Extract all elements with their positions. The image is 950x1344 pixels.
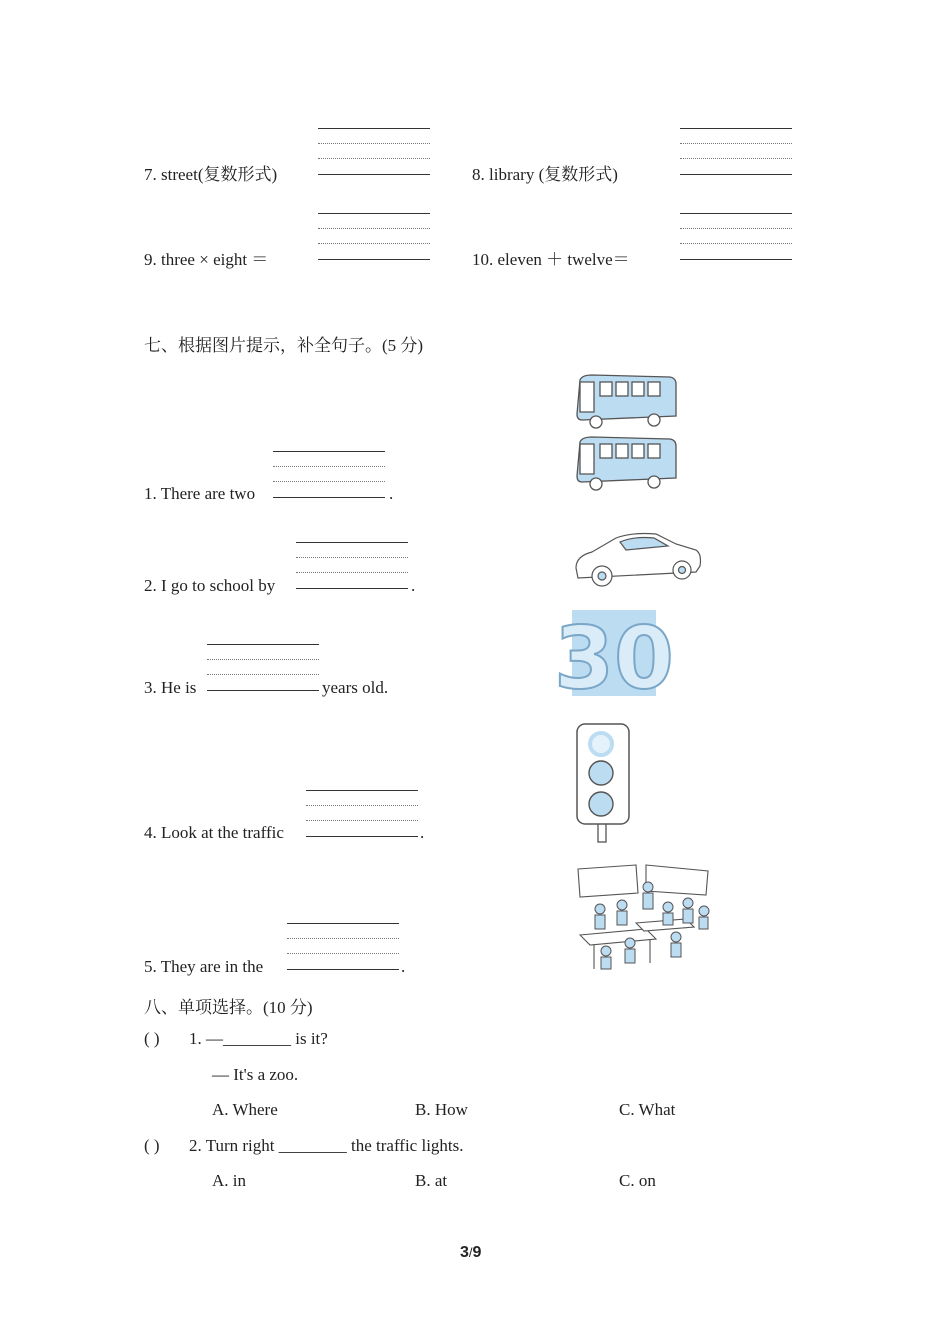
answer-line-q9[interactable]: [318, 213, 430, 261]
q2-bracket[interactable]: ( ): [144, 1136, 160, 1155]
s7-item2-after: .: [411, 576, 416, 595]
section7-heading: 七、根据图片提示，补全句子。(5 分): [144, 336, 424, 355]
q2-option-b[interactable]: B. at: [415, 1171, 448, 1190]
vocab-q8: 8. library (复数形式): [472, 165, 618, 184]
s7-item4-text: 4. Look at the traffic: [144, 823, 284, 842]
answer-line-s7-5[interactable]: [287, 923, 399, 971]
s7-item5-after: .: [401, 957, 406, 976]
vocab-q10: 10. eleven ＋ twelve＝: [472, 250, 630, 269]
page-total: 9: [472, 1244, 482, 1261]
page-current: 3: [460, 1244, 469, 1261]
s7-item5-text: 5. They are in the: [144, 957, 264, 976]
q2-option-a[interactable]: A. in: [212, 1171, 246, 1190]
answer-line-s7-4[interactable]: [306, 790, 418, 838]
q2-stem: 2. Turn right ________ the traffic lights.: [189, 1136, 464, 1155]
section8-heading: 八、单项选择。(10 分): [144, 998, 313, 1017]
answer-line-s7-2[interactable]: [296, 542, 408, 590]
answer-line-q10[interactable]: [680, 213, 792, 261]
s7-item4-after: .: [420, 823, 425, 842]
q1-stem: 1. —________ is it?: [189, 1029, 328, 1048]
page-number: [460, 1244, 481, 1262]
q1-bracket[interactable]: ( ): [144, 1029, 160, 1048]
answer-line-q8[interactable]: [680, 128, 792, 176]
s7-item1-text: 1. There are two: [144, 484, 256, 503]
vocab-q7: 7. street(复数形式): [144, 165, 278, 184]
answer-line-s7-3[interactable]: [207, 644, 319, 692]
svg-text:30: 30: [554, 609, 674, 709]
classroom-icon: [576, 865, 712, 971]
s7-item1-after: .: [389, 484, 394, 503]
answer-line-q7[interactable]: [318, 128, 430, 176]
car-icon: [572, 528, 704, 590]
q2-option-c[interactable]: C. on: [619, 1171, 656, 1190]
page-slash: /: [468, 1245, 473, 1260]
q1-reply: — It's a zoo.: [212, 1065, 299, 1084]
s7-item3-after: years old.: [322, 678, 389, 697]
answer-line-s7-1[interactable]: [273, 451, 385, 499]
s7-item3-text: 3. He is: [144, 678, 197, 697]
traffic-light-icon: [574, 722, 632, 842]
number-30-icon: [554, 609, 674, 709]
q1-option-c[interactable]: C. What: [619, 1100, 676, 1119]
bus-icon: [574, 372, 680, 496]
q1-option-a[interactable]: A. Where: [212, 1100, 278, 1119]
vocab-q9: 9. three × eight ＝: [144, 250, 269, 269]
s7-item2-text: 2. I go to school by: [144, 576, 276, 595]
q1-option-b[interactable]: B. How: [415, 1100, 468, 1119]
